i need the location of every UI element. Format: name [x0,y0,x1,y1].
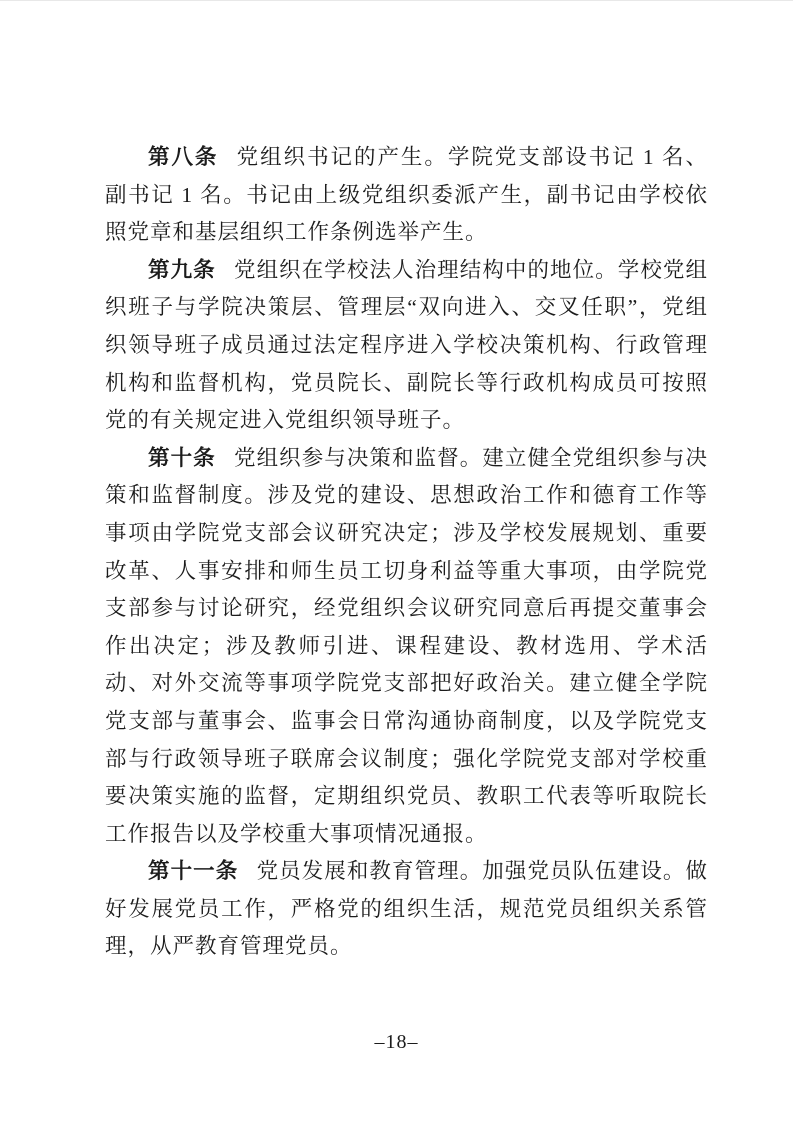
article-8-text: 党组织书记的产生。学院党支部设书记 1 名、副书记 1 名。书记由上级党组织委派产生，副书记由学校依照党章和基层组织工作条例选举产生。 [105,145,708,245]
page-number: –18– [374,1031,419,1053]
article-10-text: 党组织参与决策和监督。建立健全党组织参与决策和监督制度。涉及党的建设、思想政治工作和德育工作等事项由学院党支部会议研究决定；涉及学校发展规划、重要改革、人事安排和师生员工切身利益等重大事项，由学院党支部参与讨论研究，经党组织会议研究同意后再提交董事会作出决定；涉及教师引进、课程建设、教材选用、学术活动、对外交流等事项学院党支部把好政治关。建立健全学院党支部与董事会、监事会日常沟通协商制度，以及学院党支部与行政领导班子联席会议制度；强化学院党支部对学校重要决策实施的监督，定期组织党员、教职工代表等听取院长工作报告以及学校重大事项情况通报。 [105,445,708,846]
article-11-text: 党员发展和教育管理。加强党员队伍建设。做好发展党员工作，严格党的组织生活，规范党员组织关系管理，从严教育管理党员。 [105,859,708,959]
paragraph-article-11 [105,853,708,966]
paragraph-article-8 [105,139,708,252]
paragraph-article-9 [105,252,708,440]
article-8-term: 第八条 [148,145,219,169]
article-9-text: 党组织在学校法人治理结构中的地位。学校党组织班子与学院决策层、管理层“双向进入、交叉任职”，党组织领导班子成员通过法定程序进入学校决策机构、行政管理机构和监督机构，党员院长、副院长等行政机构成员可按照党的有关规定进入党组织领导班子。 [105,257,708,433]
article-9-term: 第九条 [148,257,216,282]
document-body [105,139,708,966]
article-11-term: 第十一条 [148,859,239,884]
article-10-term: 第十条 [148,445,216,470]
page-footer [0,1031,793,1054]
paragraph-article-10 [105,440,708,854]
